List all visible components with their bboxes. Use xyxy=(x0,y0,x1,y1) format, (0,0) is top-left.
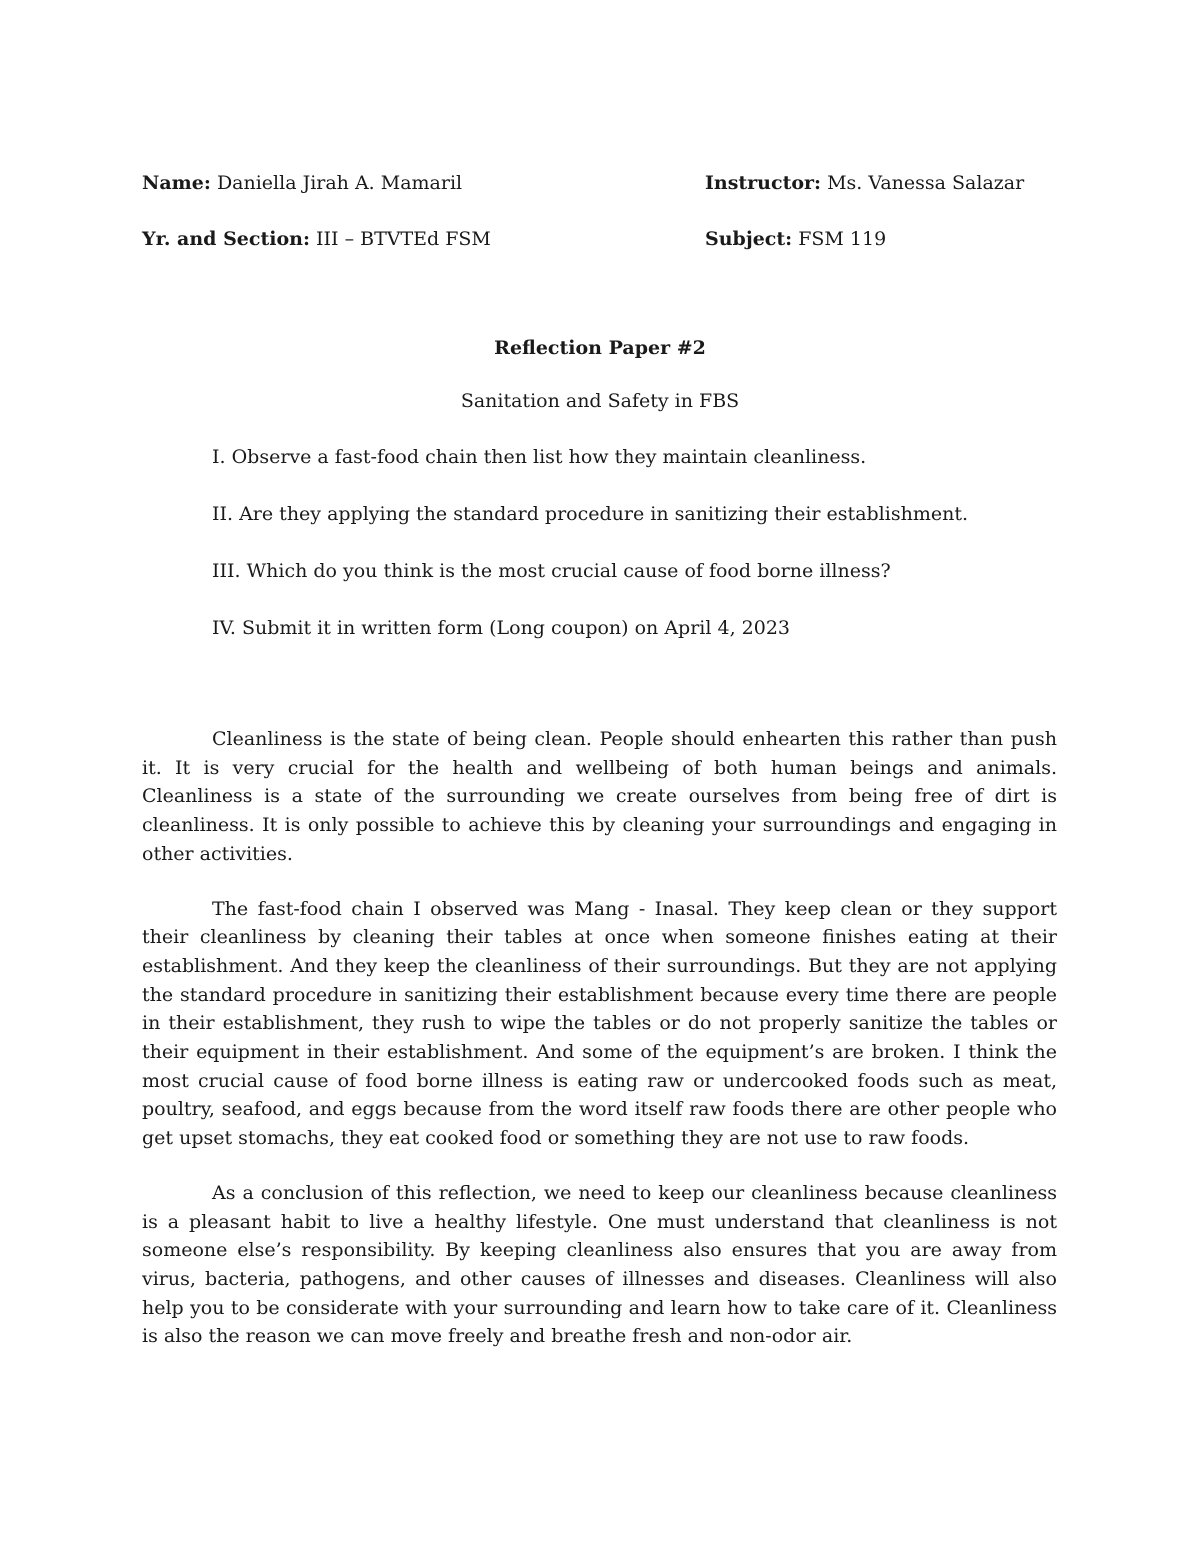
instruction-list xyxy=(212,444,1062,672)
header-row-1 xyxy=(142,170,1062,196)
section-label: Yr. and Section: xyxy=(142,228,310,250)
header-row-2 xyxy=(142,226,1062,252)
instructor-field xyxy=(705,170,1024,196)
paragraph: As a conclusion of this reflection, we need to keep our cleanliness because cleanliness is a pleasant habit to live a healthy lifestyle. One must understand that cleanliness is not someone else’s responsibility. By keeping cleanliness also ensures that you are away from virus, bacteria, pathogens, and other causes of illnesses and diseases. Cleanliness will also help you to be considerate with your surrounding and learn how to take care of it. Cleanliness is also the reason we can move freely and breathe fresh and non-odor air. xyxy=(142,1181,1057,1348)
reflection-body xyxy=(142,725,1057,1377)
instruction-item: II. Are they applying the standard procedure in sanitizing their establishment. xyxy=(212,503,968,525)
document-subtitle: Sanitation and Safety in FBS xyxy=(460,390,740,412)
instruction-item: III. Which do you think is the most crucial cause of food borne illness? xyxy=(212,560,891,582)
section-value: III – BTVTEd FSM xyxy=(316,228,491,250)
instructor-value: Ms. Vanessa Salazar xyxy=(827,172,1025,194)
instruction-item: IV. Submit it in written form (Long coupon) on April 4, 2023 xyxy=(212,617,791,639)
instructor-label: Instructor: xyxy=(705,172,822,194)
name-value: Daniella Jirah A. Mamaril xyxy=(216,172,463,194)
paragraph: Cleanliness is the state of being clean. People should enhearten this rather than push it. It is very crucial for the health and wellbeing of both human beings and animals. Cleanliness is a state of the surrounding we create ourselves from being free of dirt is cleanliness. It is only possible to achieve this by cleaning your surroundings and engaging in other activities. xyxy=(142,728,1057,865)
paragraph: The fast-food chain I observed was Mang - Inasal. They keep clean or they support their cleanliness by cleaning their tables at once when someone finishes eating at their establishment. And they keep the cleanliness of their surroundings. But they are not applying the standard procedure in sanitizing their establishment because every time there are people in their establishment, they rush to wipe the tables or do not properly sanitize the tables or their equipment in their establishment. And some of the equipment’s are broken. I think the most crucial cause of food borne illness is eating raw or undercooked foods such as meat, poultry, seafood, and eggs because from the word itself raw foods there are other people who get upset stomachs, they eat cooked food or something they are not use to raw foods. xyxy=(142,897,1057,1150)
instruction-item: I. Observe a fast-food chain then list how they maintain cleanliness. xyxy=(212,446,867,468)
subject-field xyxy=(705,226,886,252)
name-label: Name: xyxy=(142,172,211,194)
document-title: Reflection Paper #2 xyxy=(494,337,706,359)
subject-label: Subject: xyxy=(705,228,793,250)
name-field xyxy=(142,172,462,194)
subject-value: FSM 119 xyxy=(798,228,887,250)
section-field xyxy=(142,228,491,250)
